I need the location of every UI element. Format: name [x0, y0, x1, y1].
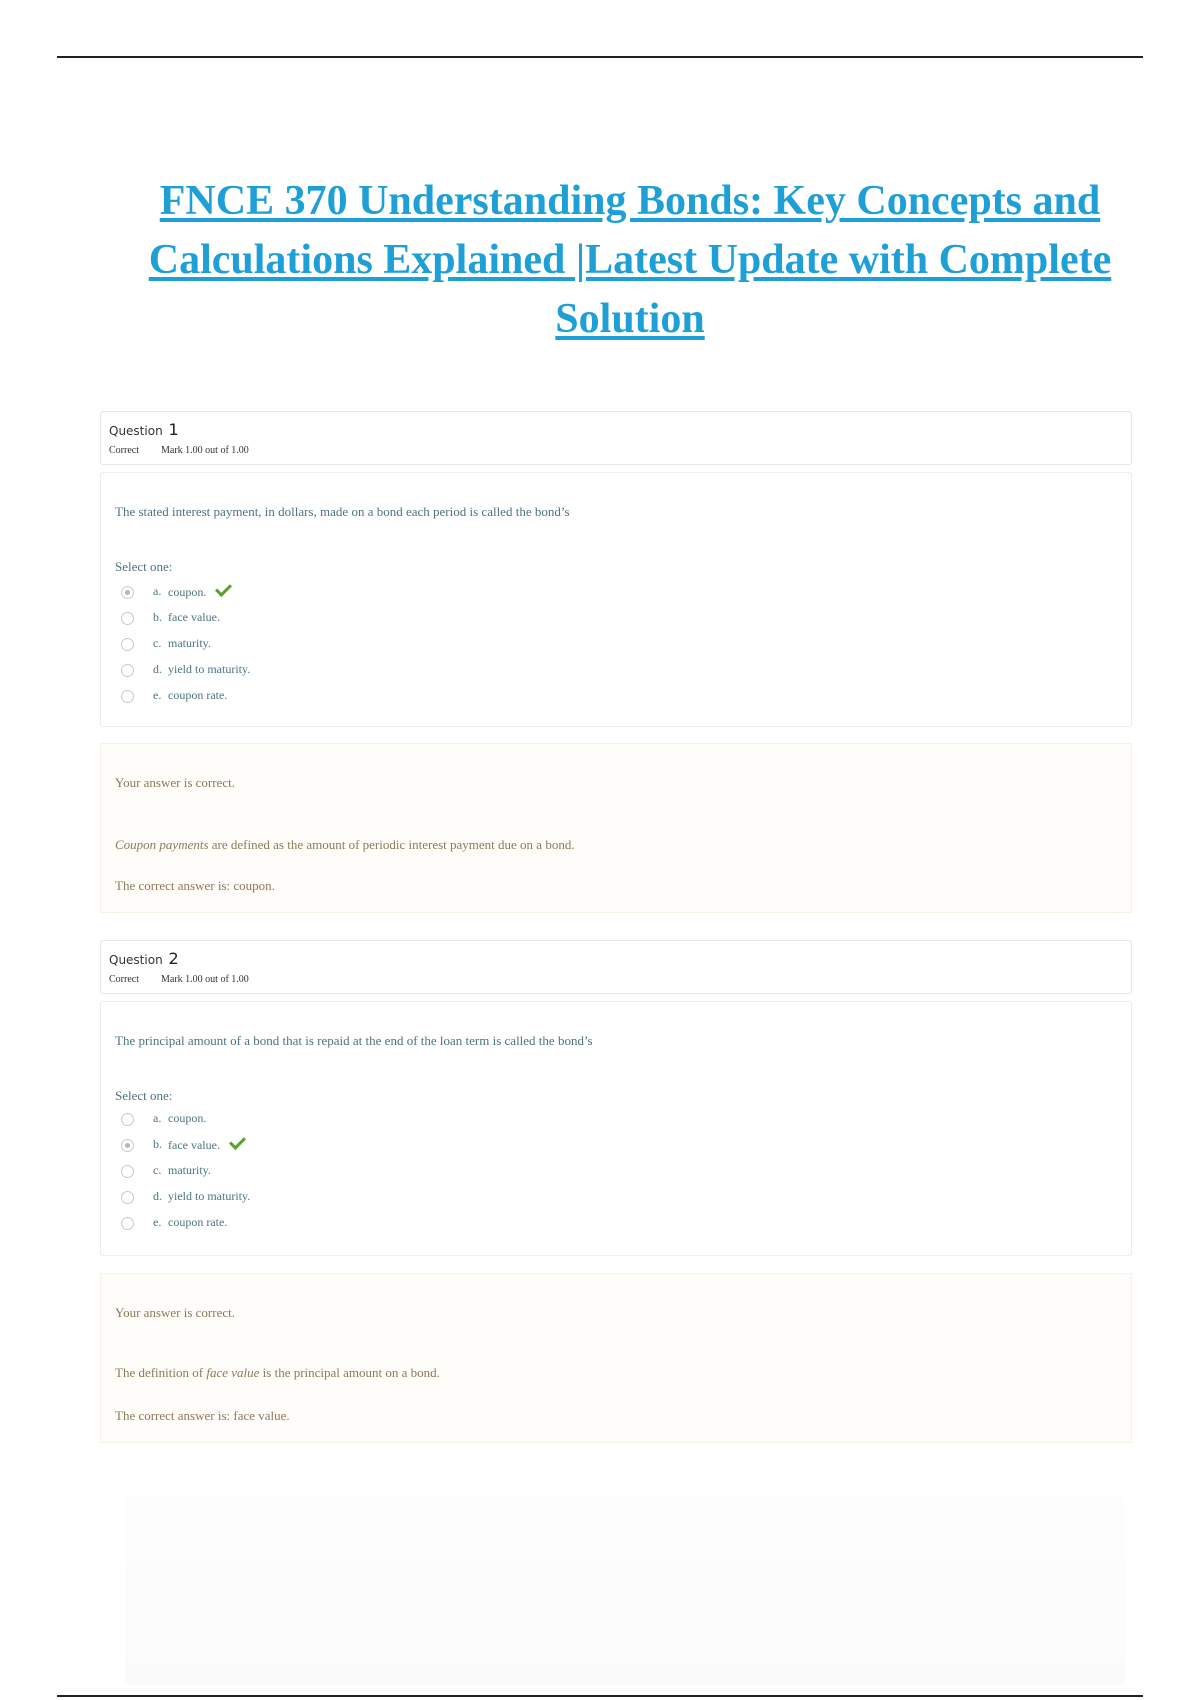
question-2-feedback — [100, 1273, 1132, 1443]
question-label: Question 2 — [109, 949, 179, 968]
feedback-explanation: Coupon payments are defined as the amount of periodic interest payment due on a bond. — [115, 837, 575, 852]
radio-button[interactable] — [121, 1139, 134, 1152]
feedback-right-answer: The correct answer is: face value. — [115, 1408, 290, 1423]
question-2-header — [100, 940, 1132, 994]
top-rule — [57, 56, 1143, 58]
option-text: coupon. — [168, 1111, 207, 1125]
option-letter: a. — [153, 584, 162, 598]
question-1-header — [100, 411, 1132, 465]
option-letter: b. — [153, 610, 162, 624]
question-1-feedback — [100, 743, 1132, 913]
radio-button[interactable] — [121, 1217, 134, 1230]
option-letter: e. — [153, 688, 162, 702]
bottom-rule — [57, 1695, 1143, 1697]
option-text: coupon. — [168, 584, 231, 600]
question-number: 2 — [168, 949, 179, 968]
option-text: yield to maturity. — [168, 1189, 251, 1203]
question-text: The principal amount of a bond that is repaid at the end of the loan term is called the bond’s — [115, 1033, 593, 1048]
option-letter: d. — [153, 662, 162, 676]
option-text: coupon rate. — [168, 1215, 228, 1229]
option-letter: b. — [153, 1137, 162, 1151]
question-state: Correct — [109, 445, 139, 456]
option-letter: c. — [153, 636, 162, 650]
option-letter: c. — [153, 1163, 162, 1177]
question-2-body — [100, 1001, 1132, 1256]
radio-button[interactable] — [121, 690, 134, 703]
question-grade: Mark 1.00 out of 1.00 — [161, 445, 249, 456]
option-letter: d. — [153, 1189, 162, 1203]
question-1-body — [100, 472, 1132, 727]
question-number: 1 — [168, 420, 179, 439]
select-prompt: Select one: — [115, 1088, 173, 1103]
radio-button[interactable] — [121, 586, 134, 599]
option-text: maturity. — [168, 1163, 211, 1177]
option-text: face value. — [168, 1137, 245, 1153]
question-state: Correct — [109, 974, 139, 985]
radio-button[interactable] — [121, 1165, 134, 1178]
option-letter: e. — [153, 1215, 162, 1229]
feedback-right-answer: The correct answer is: coupon. — [115, 878, 275, 893]
faded-page-area — [125, 1455, 1125, 1685]
radio-button[interactable] — [121, 664, 134, 677]
checkmark-icon — [229, 1133, 246, 1150]
feedback-status: Your answer is correct. — [115, 1305, 235, 1320]
radio-button[interactable] — [121, 638, 134, 651]
feedback-status: Your answer is correct. — [115, 775, 235, 790]
radio-button[interactable] — [121, 1191, 134, 1204]
feedback-explanation: The definition of face value is the principal amount on a bond. — [115, 1365, 440, 1380]
option-text: coupon rate. — [168, 688, 228, 702]
checkmark-icon — [215, 580, 232, 597]
question-grade: Mark 1.00 out of 1.00 — [161, 974, 249, 985]
radio-button[interactable] — [121, 1113, 134, 1126]
option-letter: a. — [153, 1111, 162, 1125]
radio-button[interactable] — [121, 612, 134, 625]
document-title: FNCE 370 Understanding Bonds: Key Concepts and Calculations Explained |Latest Update with Complete Solution — [148, 178, 1112, 342]
option-text: maturity. — [168, 636, 211, 650]
option-text: face value. — [168, 610, 220, 624]
question-label: Question 1 — [109, 420, 179, 439]
select-prompt: Select one: — [115, 559, 173, 574]
question-text: The stated interest payment, in dollars, made on a bond each period is called the bond’s — [115, 504, 570, 519]
option-text: yield to maturity. — [168, 662, 251, 676]
